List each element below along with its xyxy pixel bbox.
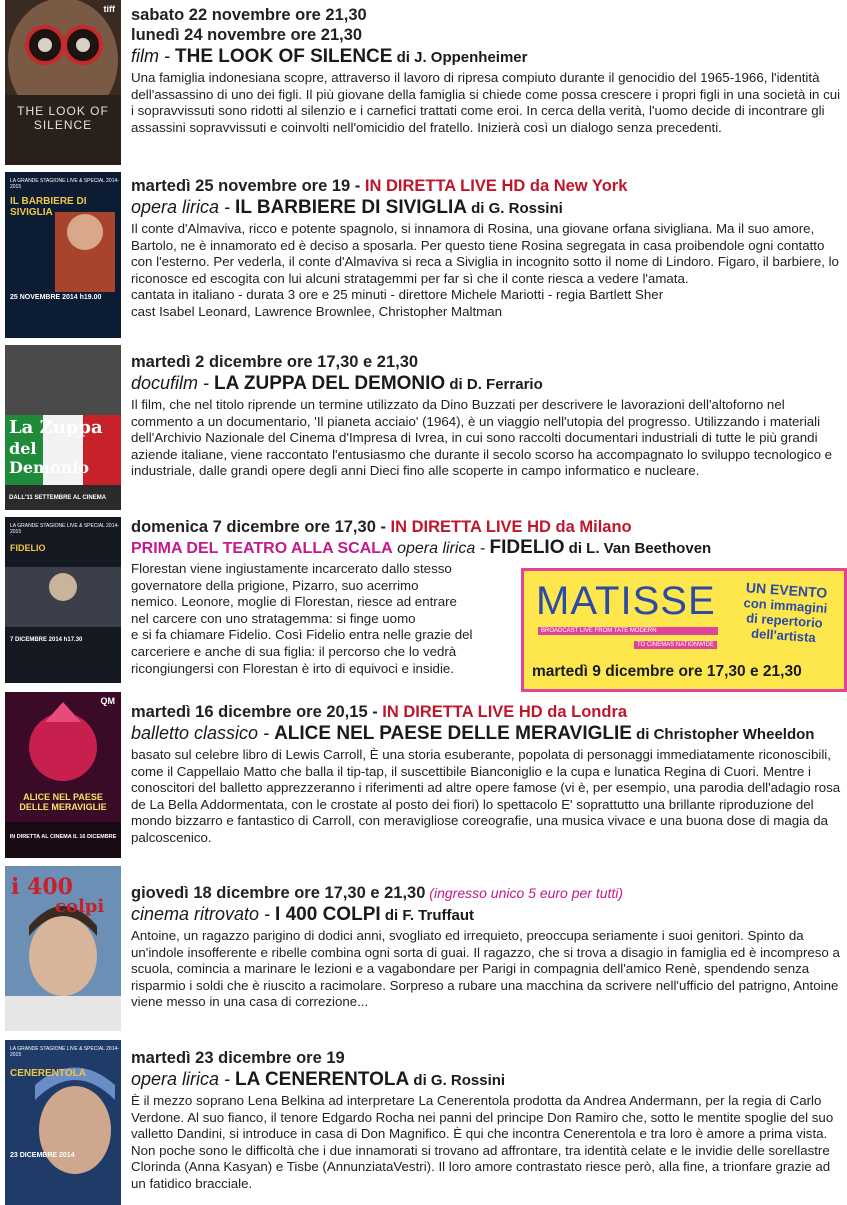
matisse-subtitle-b: TO CINEMAS NATIONWIDE [634, 641, 717, 649]
event-credits-1: cantata in italiano - durata 3 ore e 25 minuti - direttore Michele Mariotti - regia Bartlett Sher [131, 287, 664, 303]
event-title-line [131, 903, 841, 927]
event-director: di G. Rossini [466, 200, 563, 217]
event-separator: - [350, 177, 365, 195]
event-date: martedì 25 novembre ore 19 [131, 177, 351, 195]
poster-badge: tiff [103, 4, 115, 14]
poster-title: THE LOOK OF SILENCE [17, 104, 109, 132]
poster-artwork [5, 0, 121, 165]
event-genre: opera lirica - [392, 540, 490, 557]
event-content [131, 5, 841, 136]
matisse-evento-line: dell'artista [750, 625, 817, 646]
event-title-line [131, 196, 841, 220]
event-title-line [131, 537, 841, 560]
event-genre: docufilm - [131, 373, 215, 393]
event-title-line [131, 45, 841, 69]
poster-alice[interactable] [5, 692, 121, 858]
event-400-colpi [0, 866, 847, 1034]
event-genre: film - [131, 46, 175, 66]
poster-date: 23 DICEMBRE 2014 [10, 1152, 75, 1159]
matisse-evento-line: di repertorio [745, 610, 824, 631]
event-date: giovedì 18 dicembre ore 17,30 e 21,30 [131, 884, 426, 902]
event-date: martedì 2 dicembre ore 17,30 e 21,30 [131, 353, 419, 371]
event-live-badge: IN DIRETTA LIVE HD da New York [364, 177, 628, 195]
event-title: LA CENERENTOLA [235, 1069, 410, 1090]
event-director: di D. Ferrario [445, 376, 543, 393]
matisse-evento-line: con immagini [743, 595, 828, 616]
poster-zuppa[interactable] [5, 345, 121, 510]
event-date-line [131, 883, 841, 903]
poster-look-of-silence[interactable] [5, 0, 121, 165]
poster-title-a: La Zuppa [9, 417, 103, 438]
matisse-evento-line: UN EVENTO [745, 579, 828, 601]
poster-fidelio[interactable] [5, 517, 121, 683]
poster-artwork [5, 1040, 121, 1205]
matisse-banner[interactable] [521, 568, 847, 692]
event-description-line: nel carcere con uno stratagemma: si finge uomo [131, 610, 416, 626]
event-director: di L. Van Beethoven [564, 540, 712, 557]
event-description: È il mezzo soprano Lena Belkina ad interpretare La Cenerentola prodotta da Andrea Andermann, per la regia di Carlo Verdone. Al suo fianco, il tenore Edgardo Rocha nei panni del principe Don Ramiro che, sotto le mentite spoglie del suo valletto Dandini, si introduce in casa di Don Magnifico. È qui che incontra Cenerentola e tra loro è amore a prima vista. Non poche sono le difficoltà che i due innamorati si trovano ad affrontare, tra identità celate e le invidie delle sorellastre Clorinda (Anna Kasyan) e Tisbe (AnnunziataVestri). Il loro amore contrastato riesce però, alla fine, a trionfare grazie ad un fatidico bracciale. [131, 1093, 834, 1191]
event-price-note: (ingresso unico 5 euro per tutti) [425, 885, 624, 901]
event-content [131, 702, 841, 847]
event-barbiere [0, 172, 847, 340]
event-alice [0, 692, 847, 860]
event-description: Antoine, un ragazzo parigino di dodici anni, svogliato ed irrequieto, preoccupa seriamente i suoi genitori. Spinto da un'indole insofferente e ribelle combina ogni sorta di guai. Il ragazzo, che si trova a disagio in famiglia ed è incompreso a scuola, comincia a marinare le lezioni e a vagabondare per Parigi in compagnia dell'amico Renè, spendendo senza risparmio i soldi che è riuscito a racimolare. Sorpreso a rubare una macchina da scrivere nell'ufficio del patrigno, Antoine viene messo in una casa di correzione... [131, 928, 840, 1010]
event-date: martedì 16 dicembre ore 20,15 [131, 703, 368, 721]
event-separator: - [367, 703, 383, 721]
event-director: di G. Rossini [409, 1072, 506, 1089]
poster-header: LA GRANDE STAGIONE LIVE & SPECIAL 2014-2015 [10, 1046, 119, 1058]
event-title: ALICE NEL PAESE DELLE MERAVIGLIE [274, 723, 632, 744]
poster-title-b: del Demonio [9, 439, 90, 477]
event-look-of-silence [0, 0, 847, 168]
poster-badge: QM [100, 696, 115, 706]
event-date: martedì 23 dicembre ore 19 [131, 1049, 345, 1067]
event-description-line: nemico. Leonore, moglie di Florestan, riesce ad entrare [131, 594, 457, 610]
poster-header: LA GRANDE STAGIONE LIVE & SPECIAL 2014-2015 [10, 523, 119, 535]
event-description-line: e si fa chiamare Fidelio. Così Fidelio entra nelle grazie del [131, 627, 473, 643]
event-credits-2: cast Isabel Leonard, Lawrence Brownlee, Christopher Maltman [131, 303, 503, 319]
poster-400-colpi[interactable] [5, 866, 121, 1031]
event-director: di J. Oppenheimer [392, 49, 528, 66]
poster-title-b: colpi [55, 896, 105, 917]
event-zuppa [0, 345, 847, 513]
poster-date: 25 NOVEMBRE 2014 h19.00 [10, 294, 102, 301]
poster-title: ALICE NEL PAESE DELLE MERAVIGLIE [19, 792, 107, 812]
event-title: LA ZUPPA DEL DEMONIO [214, 373, 446, 394]
matisse-subtitle-a: BROADCAST LIVE FROM TATE MODERN [538, 627, 718, 635]
event-content [131, 1048, 841, 1193]
event-date-2: lunedì 24 novembre ore 21,30 [131, 26, 363, 44]
poster-title-a: i 400 [11, 874, 73, 900]
event-director: di F. Truffaut [380, 907, 474, 924]
poster-footer: IN DIRETTA AL CINEMA IL 16 DICEMBRE [9, 834, 117, 840]
event-date-line [131, 517, 841, 537]
poster-artwork [5, 517, 121, 683]
event-cenerentola [0, 1040, 847, 1205]
event-genre: opera lirica - [131, 1069, 236, 1089]
poster-header: LA GRANDE STAGIONE LIVE & SPECIAL 2014-2015 [10, 178, 119, 190]
event-date-1: sabato 22 novembre ore 21,30 [131, 6, 367, 24]
event-director: di Christopher Wheeldon [631, 726, 815, 743]
event-title: THE LOOK OF SILENCE [175, 46, 393, 67]
poster-title: FIDELIO [10, 543, 46, 553]
poster-cenerentola[interactable] [5, 1040, 121, 1205]
event-date-line [131, 176, 841, 196]
event-description: Il film, che nel titolo riprende un termine utilizzato da Dino Buzzati per descrivere le lavorazioni dell'altoforno nel commento a un documentario, 'Il pianeta acciaio' (1964), è un viaggio nell'utopia del progresso. Utilizzando i materiali dell'Archivio Nazionale del Cinema d'Impresa di Ivrea, in cui sono raccolti documentari industriali di tutte le più grandi aziende italiane, viene raccontato l'entusiasmo che durante il secolo scorso ha accompagnato lo sviluppo tecnologico e industriale, dalle grandi opere degli anni Dieci fino alle scoperte in campo informatico e nucleare. [131, 397, 833, 479]
event-description: Una famiglia indonesiana scopre, attraverso il lavoro di ripresa compiuto durante il genocidio del 1965-1966, l'identità dell'assassino di uno dei figli. Il più giovane della famiglia si chiede come possa crescere i propri figli in una società in cui i sopravvissuti sono ridotti al silenzio e i carnefici trattati come eroi. In cerca della verità, l'uomo decide di incontrare gli assassini sopravvissuti e coinvolti nell'omicidio del fratello. Inizierà così un dialogo senza precedenti. [131, 70, 841, 135]
event-genre: cinema ritrovato - [131, 904, 276, 924]
event-live-badge: IN DIRETTA LIVE HD da Londra [382, 703, 628, 721]
event-description-line: ricongiungersi con Florestan è irto di equivoci e insidie. [131, 660, 454, 676]
poster-footer: DALL'11 SETTEMBRE AL CINEMA [9, 495, 107, 501]
event-description-line: carceriere e anche di sua figlia: il percorso che lo vedrà [131, 643, 457, 659]
event-description-line: governatore della prigione, Pizarro, suo acerrimo [131, 577, 419, 593]
matisse-title: MATISSE [536, 579, 716, 623]
poster-barbiere[interactable] [5, 172, 121, 338]
event-separator: - [375, 518, 391, 536]
event-content [131, 883, 841, 1011]
event-description: Il conte d'Almaviva, ricco e potente spagnolo, si innamora di Rosina, una giovane orfana sivigliana. Ma il suo amore, Bartolo, ne è innamorato ed è deciso a sposarla. Per questo tiene Rosina segregata in casa proibendole ogni contatto con l'esterno. Per vederla, il conte d'Almaviva si reca a Siviglia in incognito sotto il nome di Lindoro. Figaro, il barbiere, lo riconosce ed escogita con lui alcuni stratagemmi per far sì che il conte riesca a vedere l'amata. [131, 221, 839, 286]
poster-title: IL BARBIERE DI SIVIGLIA [10, 196, 87, 218]
event-date-line [131, 702, 841, 722]
event-content [131, 176, 841, 321]
event-date: domenica 7 dicembre ore 17,30 [131, 518, 376, 536]
event-content [131, 352, 841, 480]
event-description: basato sul celebre libro di Lewis Carroll, È una storia esuberante, popolata di personaggi immediatamente riconoscibili, come il Cappellaio Matto che balla il tip-tap, il suscettibile Bianconiglio e la cupa e lunatica Regina di Cuori. Mentre i conoscitori del balletto apprezzeranno i riferimenti ad altre opere famose (vi è, per esempio, una parodia dell'adagio rosa de La Bella Addormentata, con le crostate al posto dei fiori) lo spettacolo E' soprattutto una brillante riproduzione del mondo bizzarro e fantastico di Carroll, con meravigliose coreografie, una musica vivace e una buona dose di magia da palcoscenico. [131, 747, 841, 845]
event-title-line [131, 372, 841, 396]
matisse-evento [722, 579, 847, 647]
event-live-badge: IN DIRETTA LIVE HD da Milano [390, 518, 632, 536]
event-genre: opera lirica - [131, 197, 236, 217]
event-genre: balletto classico - [131, 723, 275, 743]
event-title-line [131, 722, 841, 746]
event-title: IL BARBIERE DI SIVIGLIA [235, 197, 467, 218]
event-title: FIDELIO [489, 537, 565, 558]
event-prima: PRIMA DEL TEATRO ALLA SCALA [131, 540, 393, 557]
event-title: I 400 COLPI [275, 904, 381, 925]
matisse-date: martedì 9 dicembre ore 17,30 e 21,30 [532, 663, 802, 680]
event-description-line: Florestan viene ingiustamente incarcerato dallo stesso [131, 561, 452, 576]
poster-date: 7 DICEMBRE 2014 h17.30 [10, 637, 83, 643]
event-title-line [131, 1068, 841, 1092]
poster-title: CENERENTOLA [10, 1068, 86, 1079]
